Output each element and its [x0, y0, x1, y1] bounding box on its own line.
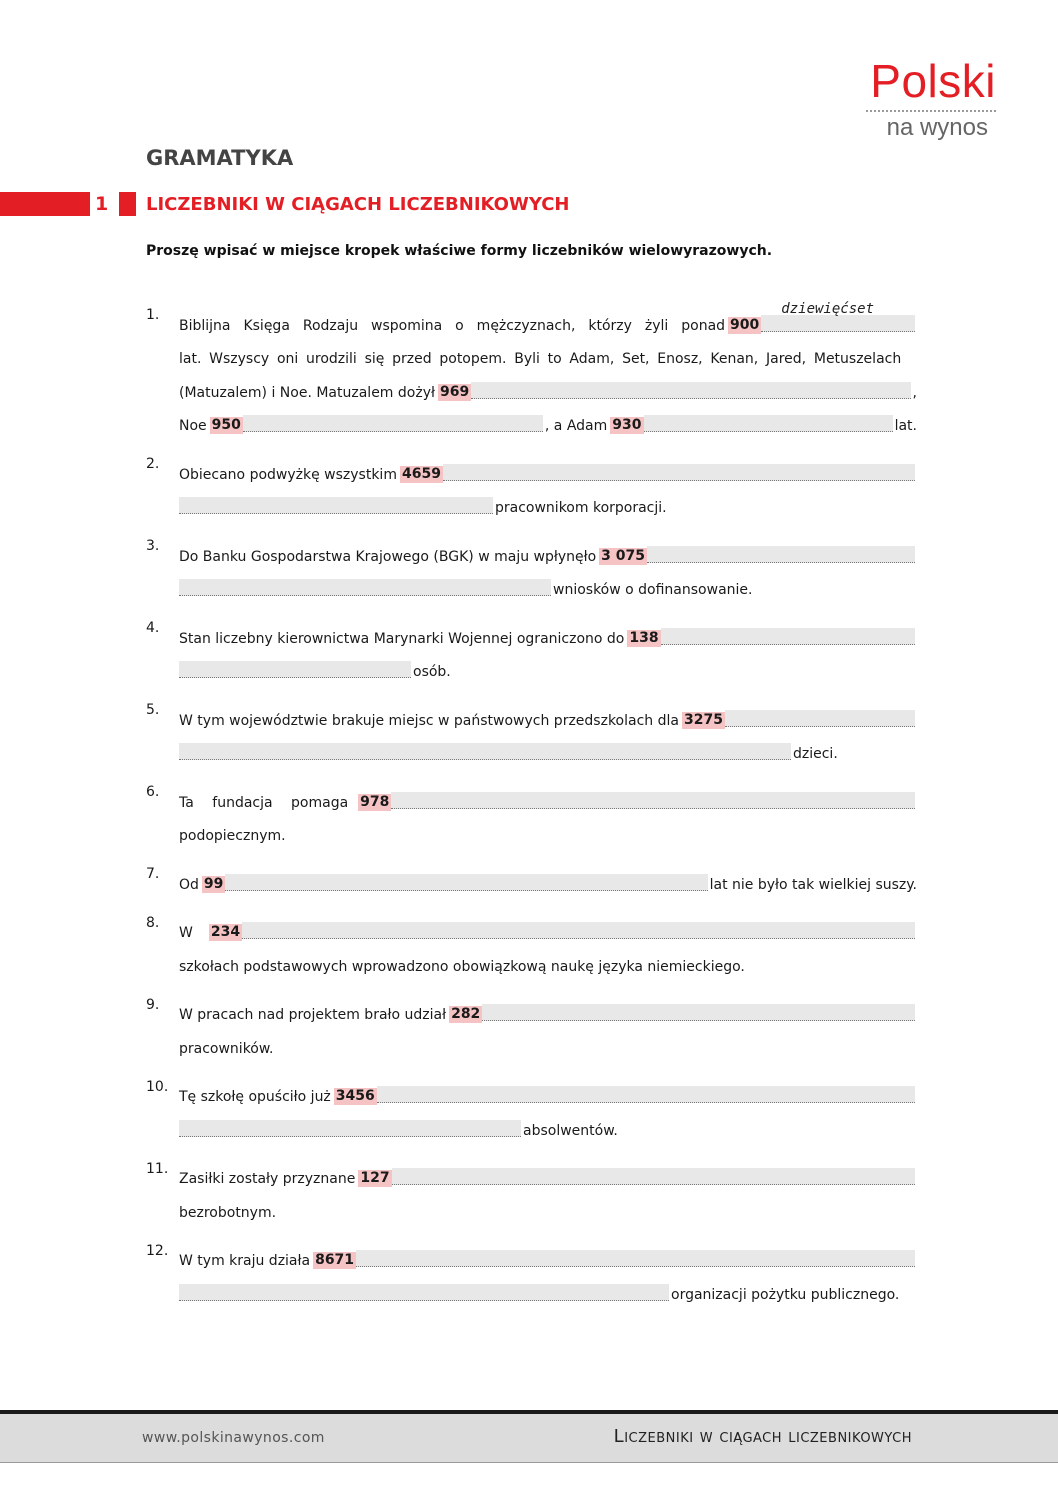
number-highlight: 900: [730, 316, 760, 333]
item-line: [179, 941, 917, 975]
answer-blank[interactable]: [243, 415, 543, 432]
answer-blank[interactable]: [471, 382, 910, 399]
list-item: [146, 1236, 917, 1303]
number-highlight: 8671: [315, 1252, 355, 1268]
item-line: [179, 990, 917, 1024]
item-line: [179, 401, 917, 435]
item-line: [179, 1023, 917, 1057]
item-text: podopiecznym.: [179, 828, 286, 844]
list-item: [146, 531, 917, 598]
item-text: wniosków o dofinansowanie.: [553, 582, 753, 598]
exercise-title: LICZEBNIKI W CIĄGACH LICZEBNIKOWYCH: [146, 194, 570, 215]
item-text: Od: [179, 876, 199, 893]
item-line: [179, 811, 917, 845]
item-text: Zasiłki zostały przyznane: [179, 1171, 356, 1187]
item-line: [179, 1269, 917, 1303]
number-highlight: 969: [439, 383, 470, 400]
item-text: (Matuzalem) i Noe. Matuzalem dożył: [179, 384, 435, 401]
item-line: [179, 483, 917, 517]
answer-blank[interactable]: [356, 1250, 915, 1267]
list-item: [146, 300, 917, 434]
item-number: 6.: [146, 784, 160, 800]
item-line: [179, 647, 917, 681]
number-highlight: 99: [203, 875, 224, 892]
item-line: [179, 1187, 917, 1221]
answer-blank[interactable]: [179, 1284, 669, 1301]
number-highlight: 282: [451, 1006, 481, 1022]
item-number: 7.: [146, 866, 160, 882]
item-line: [179, 908, 917, 942]
item-text: W: [179, 925, 193, 941]
item-line: [179, 531, 917, 565]
item-number: 12.: [146, 1242, 169, 1259]
item-text: lat.: [894, 418, 917, 434]
item-line: [179, 1105, 917, 1139]
item-number: 4.: [146, 620, 160, 636]
item-number: 3.: [146, 538, 160, 554]
item-line: [179, 1072, 917, 1106]
handwritten-answer: dziewięćset: [781, 300, 874, 317]
item-text: Ta fundacja pomaga: [179, 794, 349, 811]
item-line: [179, 695, 917, 729]
answer-blank[interactable]: [391, 792, 915, 809]
footer-title: Liczebniki w ciągach liczebnikowych: [613, 1426, 912, 1447]
item-text: ,: [912, 384, 917, 401]
item-text: W tym kraju działa: [179, 1253, 311, 1269]
number-highlight: 950: [211, 417, 241, 433]
instruction: Proszę wpisać w miejsce kropek właściwe formy liczebników wielowyrazowych.: [146, 243, 773, 259]
list-item: [146, 1072, 917, 1139]
list-item: [146, 908, 917, 975]
item-text: Tę szkołę opuściło już: [179, 1089, 331, 1105]
item-number: 1.: [146, 307, 160, 323]
answer-blank[interactable]: [377, 1086, 915, 1103]
item-text: absolwentów.: [523, 1122, 618, 1139]
list-item: [146, 613, 917, 680]
answer-blank[interactable]: [179, 661, 411, 678]
list-item: [146, 449, 917, 516]
list-item: [146, 777, 917, 844]
exercise-number: 1: [95, 193, 109, 215]
section-label: GRAMATYKA: [146, 146, 294, 170]
logo: [866, 55, 996, 141]
item-text: , a Adam: [544, 418, 608, 434]
answer-blank[interactable]: [179, 1120, 521, 1137]
answer-blank[interactable]: [225, 874, 707, 891]
item-number: 9.: [146, 996, 160, 1013]
item-text: W tym województwie brakuje miejsc w państwowych przedszkolach dla: [179, 712, 679, 729]
item-line: [179, 777, 917, 811]
item-text: osób.: [413, 664, 451, 680]
item-line: [179, 1236, 917, 1270]
item-text: Obiecano podwyżkę wszystkim: [179, 466, 397, 483]
number-highlight: 930: [612, 417, 642, 433]
item-text: Stan liczebny kierownictwa Marynarki Wojennej ograniczono do: [179, 630, 625, 647]
item-text: szkołach podstawowych wprowadzono obowiązkową naukę języka niemieckiego.: [179, 958, 745, 975]
item-text: organizacji pożytku publicznego.: [671, 1286, 900, 1303]
item-line: [179, 367, 917, 401]
footer-bottom-divider: [0, 1462, 1058, 1463]
number-highlight: 3456: [335, 1088, 375, 1104]
answer-blank[interactable]: [392, 1168, 915, 1185]
item-line: [179, 729, 917, 763]
list-item: [146, 859, 917, 893]
number-highlight: 127: [360, 1170, 390, 1186]
exercise-list: [146, 300, 917, 1318]
item-text: pracowników.: [179, 1040, 274, 1057]
list-item: [146, 990, 917, 1057]
answer-blank[interactable]: [661, 628, 915, 645]
exercise-red-bar: [0, 192, 90, 216]
list-item: [146, 1154, 917, 1221]
answer-blank[interactable]: [179, 497, 493, 514]
answer-blank[interactable]: [644, 415, 893, 432]
number-highlight: 978: [360, 793, 390, 810]
item-text: Biblijna Księga Rodzaju wspomina o mężczyznach, którzy żyli ponad: [179, 317, 726, 334]
item-text: pracownikom korporacji.: [495, 500, 667, 516]
item-text: lat. Wszyscy oni urodzili się przed potopem. Byli to Adam, Set, Enosz, Kenan, Jared, Metuszelach: [179, 351, 902, 367]
item-number: 10.: [146, 1078, 169, 1095]
answer-blank[interactable]: [443, 464, 915, 481]
item-line: [179, 334, 917, 368]
item-text: W pracach nad projektem brało udział: [179, 1007, 447, 1023]
logo-divider: [866, 110, 996, 112]
number-highlight: 3275: [683, 711, 723, 728]
item-number: 8.: [146, 914, 160, 931]
answer-blank[interactable]: [179, 743, 791, 760]
item-text: lat nie było tak wielkiej suszy.: [709, 876, 917, 893]
answer-blank[interactable]: [179, 579, 551, 596]
number-highlight: 4659: [401, 465, 441, 482]
answer-blank[interactable]: [242, 922, 915, 939]
item-line: [179, 300, 917, 334]
item-text: dzieci.: [793, 746, 838, 762]
number-highlight: 234: [210, 924, 241, 940]
logo-sub-text: na wynos: [886, 114, 988, 141]
item-number: 11.: [146, 1160, 169, 1177]
answer-blank[interactable]: [725, 710, 915, 727]
item-text: bezrobotnym.: [179, 1204, 277, 1221]
number-highlight: 3 075: [601, 547, 645, 564]
logo-main-text: Polski: [870, 55, 996, 107]
answer-blank[interactable]: [647, 546, 915, 563]
answer-blank[interactable]: [761, 300, 915, 332]
item-text: Do Banku Gospodarstwa Krajowego (BGK) w maju wpłynęło: [179, 548, 597, 565]
item-line: [179, 449, 917, 483]
item-number: 2.: [146, 456, 160, 472]
item-line: [179, 613, 917, 647]
exercise-red-marker: [119, 192, 136, 216]
answer-blank[interactable]: [482, 1004, 915, 1021]
item-number: 5.: [146, 702, 160, 718]
footer-url[interactable]: www.polskinawynos.com: [142, 1430, 325, 1446]
item-line: [179, 859, 917, 893]
item-text: Noe: [179, 418, 207, 434]
number-highlight: 138: [629, 629, 659, 646]
footer: [0, 1414, 1058, 1462]
item-line: [179, 565, 917, 599]
list-item: [146, 695, 917, 762]
item-line: [179, 1154, 917, 1188]
